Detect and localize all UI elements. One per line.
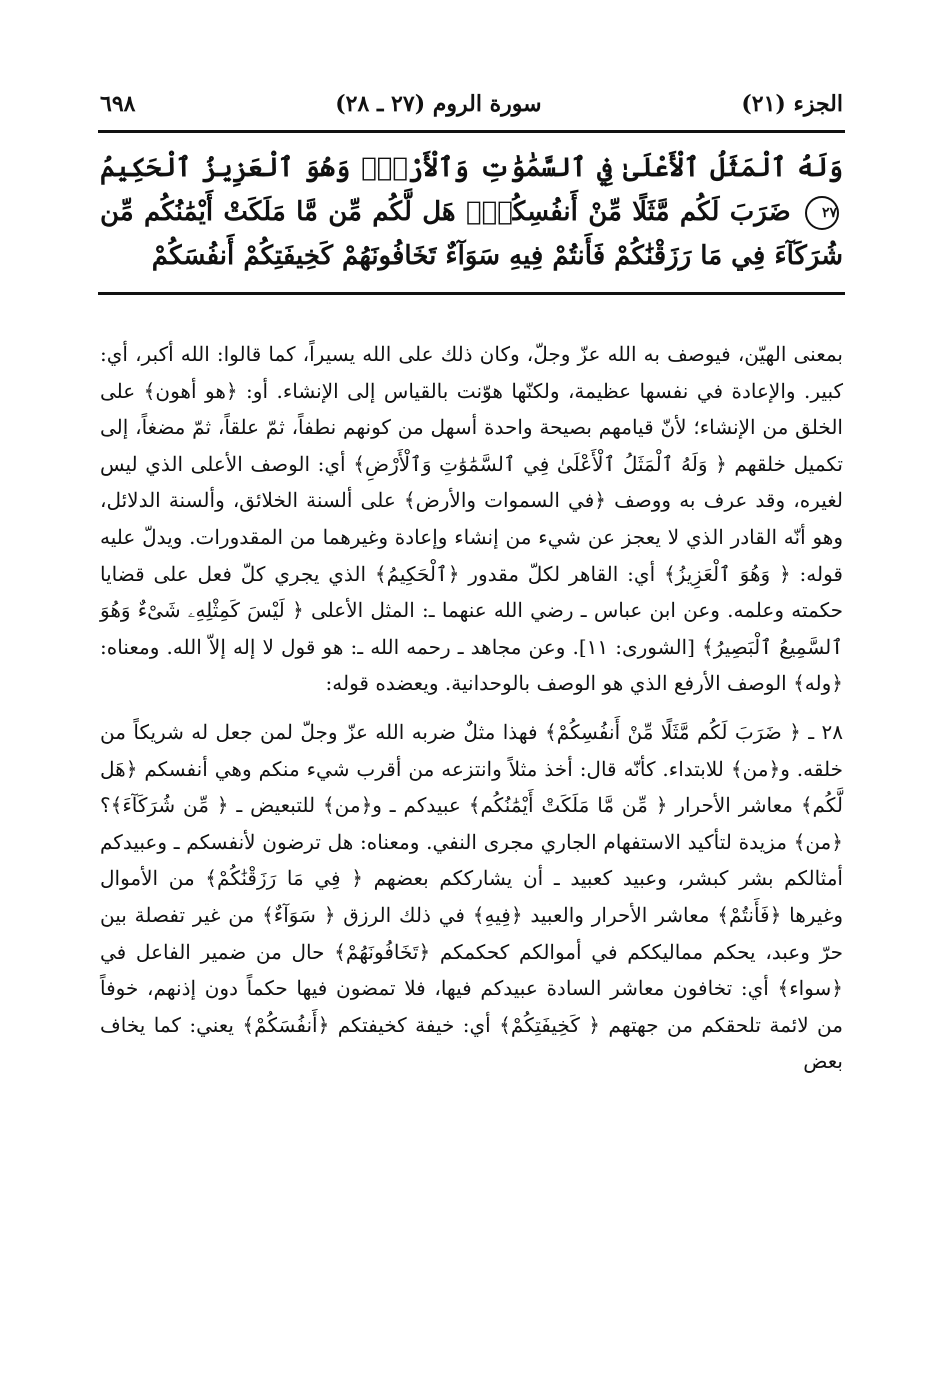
- juz-label: الجزء (٢١): [741, 91, 843, 117]
- verse-text-part1: وَلَهُ ٱلْمَثَلُ ٱلْأَعْلَىٰ فِي ٱلسَّمَٰوَٰتِ وَٱلْأَرْضِۚ وَهُوَ ٱلْعَزِيزُ ٱلْحَكِيمُ: [100, 153, 843, 183]
- page-header: [100, 84, 843, 124]
- page-number: ٦٩٨: [100, 91, 136, 117]
- commentary-paragraph-2: ٢٨ ـ ﴿ ضَرَبَ لَكُم مَّثَلًا مِّنْ أَنفُسِكُمْ﴾ فهذا مثلٌ ضربه الله عزّ وجلّ لمن جعل له شريكاً من خلقه. و﴿من﴾ للابتداء. كأنّه قال: أخذ مثلاً وانتزعه من أقرب شيء منكم وهي أنفسكم ﴿هَل لَّكُم﴾ معاشر الأحرار ﴿ مِّن مَّا مَلَكَتْ أَيْمَٰنُكُم﴾ عبيدكم ـ و﴿من﴾ للتبعيض ـ ﴿ مِّن شُرَكَآءَ﴾؟ ﴿من﴾ مزيدة لتأكيد الاستفهام الجاري مجرى النفي. ومعناه: هل ترضون لأنفسكم ـ وعبيدكم أمثالكم بشر كبشر، وعبيد كعبيد ـ أن يشارككم بعضهم ﴿ فِي مَا رَزَقْنَٰكُمْ﴾ من الأموال وغيرها ﴿فَأَنتُمْ﴾ معاشر الأحرار والعبيد ﴿فِيهِ﴾ في ذلك الرزق ﴿ سَوَآءٌ﴾ من غير تفصلة بين حرّ وعبد، يحكم مماليككم في أموالكم كحكمكم ﴿تَخَافُونَهُمْ﴾ حال من ضمير الفاعل في ﴿سواء﴾ أي: تخافون معاشر السادة عبيدكم فيها، فلا تمضون فيها حكماً دون إذنهم، خوفاً من لائمة تلحقكم من جهتهم ﴿ كَخِيفَتِكُمْ﴾ أي: خيفة كخيفتكم ﴿أَنفُسَكُمْ﴾ يعني: كما يخاف بعض: [100, 719, 843, 1074]
- commentary-paragraph-1: بمعنى الهيّن، فيوصف به الله عزّ وجلّ، وكان ذلك على الله يسيراً، كما قالوا: الله أكبر، أي: كبير. والإعادة في نفسها عظيمة، ولكنّها هوّنت بالقياس إلى الإنشاء. أو: ﴿هو أهون﴾ على الخلق من الإنشاء؛ لأنّ قيامهم بصيحة واحدة أسهل من كونهم نطفاً، ثمّ علقاً، ثمّ مضغاً، إلى تكميل خلقهم ﴿ وَلَهُ ٱلْمَثَلُ ٱلْأَعْلَىٰ فِي ٱلسَّمَٰوَٰتِ وَٱلْأَرْضِ﴾ أي: الوصف الأعلى الذي ليس لغيره، وقد عرف به ووصف ﴿في السموات والأرض﴾ على ألسنة الخلائق، وألسنة الدلائل، وهو أنّه القادر الذي لا يعجز عن شيء من إنشاء وإعادة وغيرهما من المقدورات. ويدلّ عليه قوله: ﴿ وَهُوَ ٱلْعَزِيزُ﴾ أي: القاهر لكلّ مقدور ﴿ٱلْحَكِيمُ﴾ الذي يجري كلّ فعل على قضايا حكمته وعلمه. وعن ابن عباس ـ رضي الله عنهما ـ: المثل الأعلى ﴿ لَيْسَ كَمِثْلِهِۦ شَىْءٌ وَهُوَ ٱلسَّمِيعُ ٱلْبَصِيرُ﴾ [الشورى: ١١]. وعن مجاهد ـ رحمه الله ـ: هو قول لا إله إلاّ الله. ومعناه: ﴿وله﴾ الوصف الأرفع الذي هو الوصف بالوحدانية. ويعضده قوله:: [100, 342, 843, 696]
- quran-verse-block: [100, 146, 843, 286]
- verse-rule: [98, 292, 845, 295]
- verse-text-part2: ضَرَبَ لَكُم مَّثَلًا مِّنْ أَنفُسِكُمْۖ هَل لَّكُم مِّن مَّا مَلَكَتْ أَيْمَٰنُكُم مِّن شُرَكَآءَ فِي مَا رَزَقْنَٰكُمْ فَأَنتُمْ فِيهِ سَوَآءٌ تَخَافُونَهُمْ كَخِيفَتِكُمْ أَنفُسَكُمْ: [100, 197, 843, 271]
- header-rule: [98, 130, 845, 133]
- verse-end-marker: ٢٧: [805, 196, 839, 230]
- surah-title: سورة الروم (٢٧ ـ ٢٨): [335, 91, 542, 117]
- commentary-body: [100, 336, 843, 1080]
